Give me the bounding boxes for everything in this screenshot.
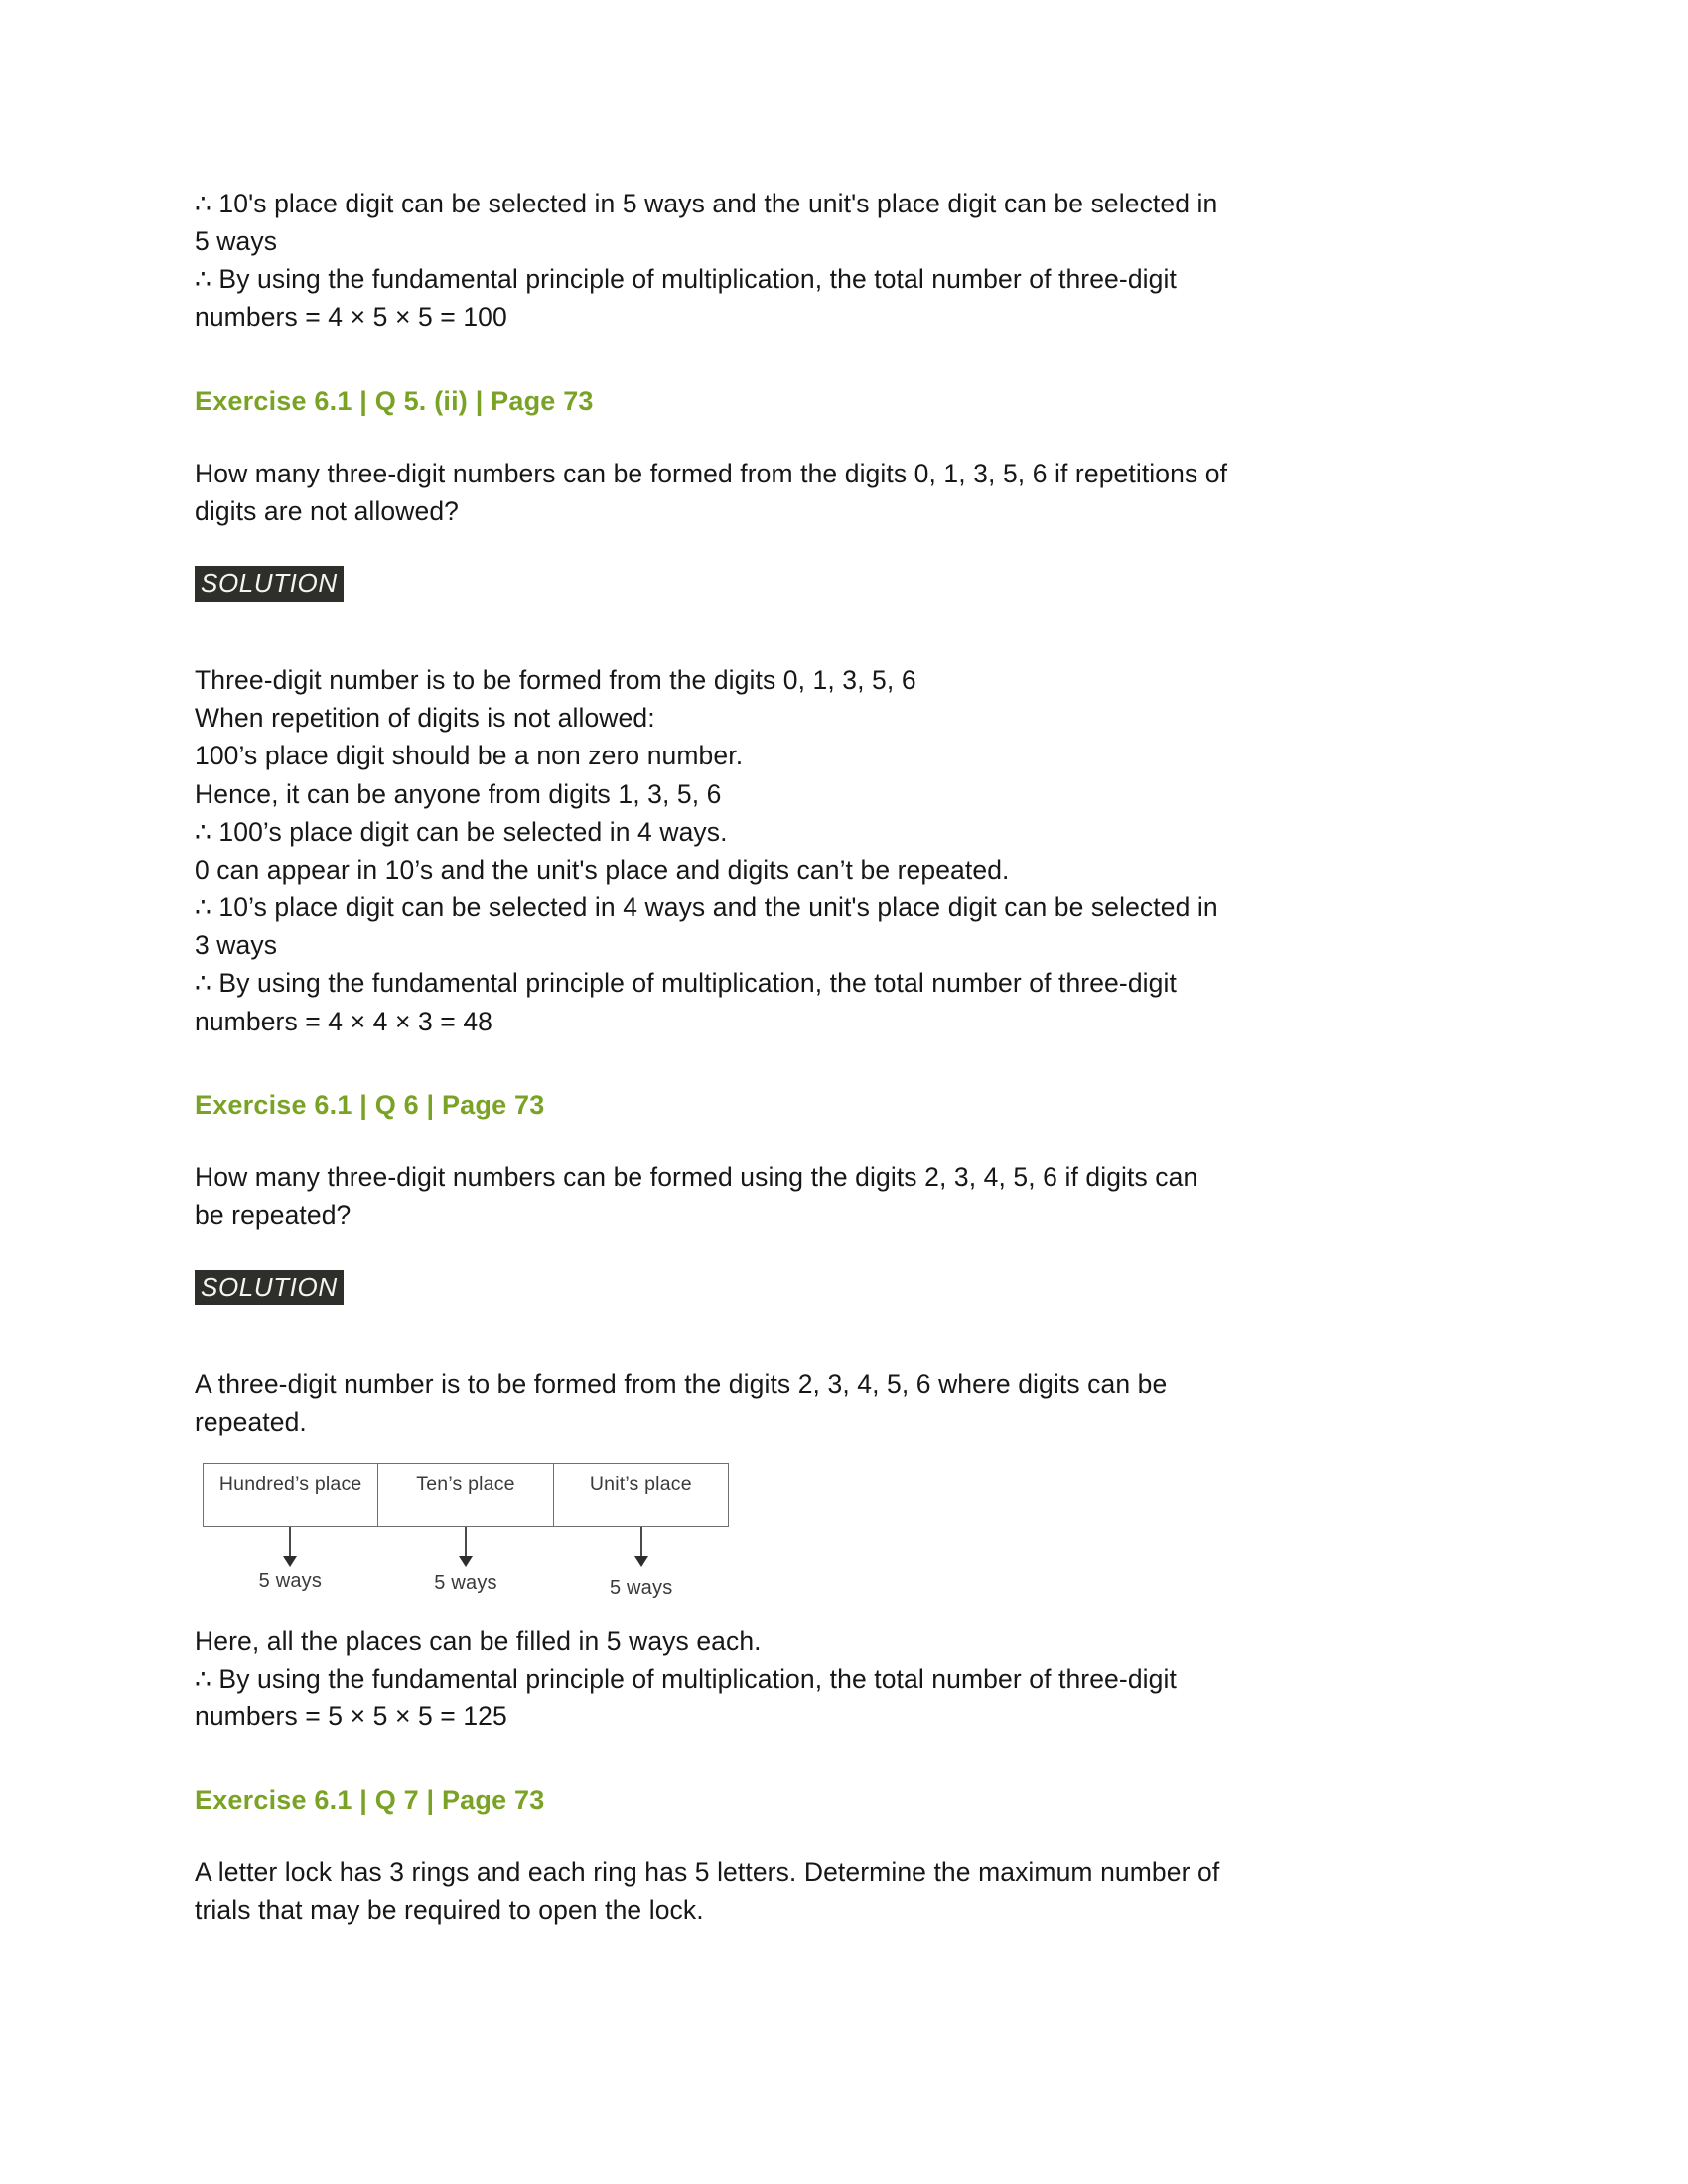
solution-q5ii-line-2: When repetition of digits is not allowed: — [195, 703, 655, 734]
solution-q5ii-line-4: Hence, it can be anyone from digits 1, 3, 5, 6 — [195, 778, 722, 809]
solution-q5ii-line-6: 0 can appear in 10’s and the unit's place and digits can’t be repeated. — [195, 854, 1010, 885]
solution-q6-after-line-1: Here, all the places can be filled in 5 ways each. — [195, 1625, 762, 1656]
ways-label-hundreds: 5 ways — [258, 1570, 323, 1592]
solution-badge-wrapper-q6 — [195, 1270, 1485, 1305]
solution-q6-intro-line-1: A three-digit number is to be formed from the digits 2, 3, 4, 5, 6 where digits can be — [195, 1369, 1168, 1400]
place-value-diagram — [203, 1463, 729, 1600]
place-value-table — [203, 1463, 729, 1527]
ways-label-units: 5 ways — [609, 1576, 673, 1599]
question-q7-line-2: trials that may be required to open the lock. — [195, 1895, 704, 1926]
continuation-line-4: numbers = 4 × 5 × 5 = 100 — [195, 302, 507, 333]
question-q7-line-1: A letter lock has 3 rings and each ring has 5 letters. Determine the maximum number of — [195, 1857, 1220, 1888]
question-text-q6 — [195, 1159, 1485, 1234]
solution-q6-after-line-3: numbers = 5 × 5 × 5 = 125 — [195, 1701, 507, 1731]
spacer — [195, 1600, 1485, 1622]
spacer — [195, 1818, 1485, 1853]
arrow-column-units — [553, 1527, 729, 1600]
spacer — [195, 1441, 1485, 1463]
continuation-line-1: ∴ 10's place digit can be selected in 5 ways and the unit's place digit can be selected in — [195, 189, 1218, 218]
down-arrow-icon — [289, 1527, 291, 1557]
solution-q5ii-line-10: numbers = 4 × 4 × 3 = 48 — [195, 1006, 492, 1036]
solution-q6-intro-line-2: repeated. — [195, 1407, 307, 1437]
question-q6-line-2: be repeated? — [195, 1199, 352, 1230]
solution-q5ii-line-1: Three-digit number is to be formed from the digits 0, 1, 3, 5, 6 — [195, 665, 916, 696]
spacer — [195, 337, 1485, 384]
exercise-heading-q6: Exercise 6.1 | Q 6 | Page 73 — [195, 1089, 545, 1120]
down-arrow-icon — [640, 1527, 642, 1557]
spacer — [195, 1305, 1485, 1365]
spacer — [195, 1735, 1485, 1783]
spacer — [195, 530, 1485, 566]
solution-badge-q6: SOLUTION — [195, 1270, 344, 1305]
exercise-heading-q7: Exercise 6.1 | Q 7 | Page 73 — [195, 1785, 545, 1815]
down-arrow-head-icon — [459, 1556, 473, 1567]
question-q6-line-1: How many three-digit numbers can be formed using the digits 2, 3, 4, 5, 6 if digits can — [195, 1161, 1198, 1192]
exercise-heading-q5ii: Exercise 6.1 | Q 5. (ii) | Page 73 — [195, 385, 594, 416]
solution-q5ii-line-8: 3 ways — [195, 930, 278, 961]
ways-label-tens: 5 ways — [434, 1571, 497, 1594]
solution-q5ii-line-5: ∴ 100’s place digit can be selected in 4 ways. — [195, 816, 728, 847]
place-label-hundreds: Hundred’s place — [218, 1472, 362, 1495]
solution-q5ii-line-7: ∴ 10’s place digit can be selected in 4 ways and the unit's place digit can be selected in — [195, 892, 1218, 923]
question-text-q5ii — [195, 455, 1485, 530]
spacer — [195, 1123, 1485, 1159]
continuation-line-2: 5 ways — [195, 226, 278, 257]
question-q5ii-line-1: How many three-digit numbers can be formed from the digits 0, 1, 3, 5, 6 if repetitions of — [195, 458, 1228, 488]
solution-q6-after-line-2: ∴ By using the fundamental principle of multiplication, the total number of three-digit — [195, 1663, 1177, 1694]
place-value-arrows — [203, 1527, 729, 1600]
place-label-units: Unit’s place — [589, 1472, 692, 1495]
solution-intro-q6 — [195, 1365, 1485, 1440]
table-cell-hundreds — [204, 1464, 378, 1526]
table-cell-tens — [378, 1464, 553, 1526]
continuation-paragraph — [195, 185, 1485, 337]
solution-q5ii-line-9: ∴ By using the fundamental principle of multiplication, the total number of three-digit — [195, 968, 1177, 999]
down-arrow-head-icon — [283, 1556, 297, 1567]
arrow-column-hundreds — [203, 1527, 378, 1600]
down-arrow-head-icon — [634, 1556, 648, 1567]
continuation-line-3: ∴ By using the fundamental principle of multiplication, the total number of three-digit — [195, 264, 1177, 295]
spacer — [195, 1040, 1485, 1088]
solution-body-q5ii — [195, 661, 1485, 1040]
spacer — [195, 419, 1485, 455]
table-cell-units — [554, 1464, 728, 1526]
spacer — [195, 602, 1485, 661]
arrow-column-tens — [378, 1527, 554, 1600]
down-arrow-icon — [465, 1527, 467, 1557]
solution-q5ii-line-3: 100’s place digit should be a non zero number. — [195, 741, 744, 771]
question-text-q7 — [195, 1853, 1485, 1929]
solution-conclusion-q6 — [195, 1622, 1485, 1735]
question-q5ii-line-2: digits are not allowed? — [195, 495, 459, 526]
solution-badge-q5ii: SOLUTION — [195, 566, 344, 602]
document-content — [195, 185, 1485, 1929]
place-label-tens: Ten’s place — [416, 1472, 515, 1495]
solution-badge-wrapper-q5ii — [195, 566, 1485, 602]
spacer — [195, 1234, 1485, 1270]
